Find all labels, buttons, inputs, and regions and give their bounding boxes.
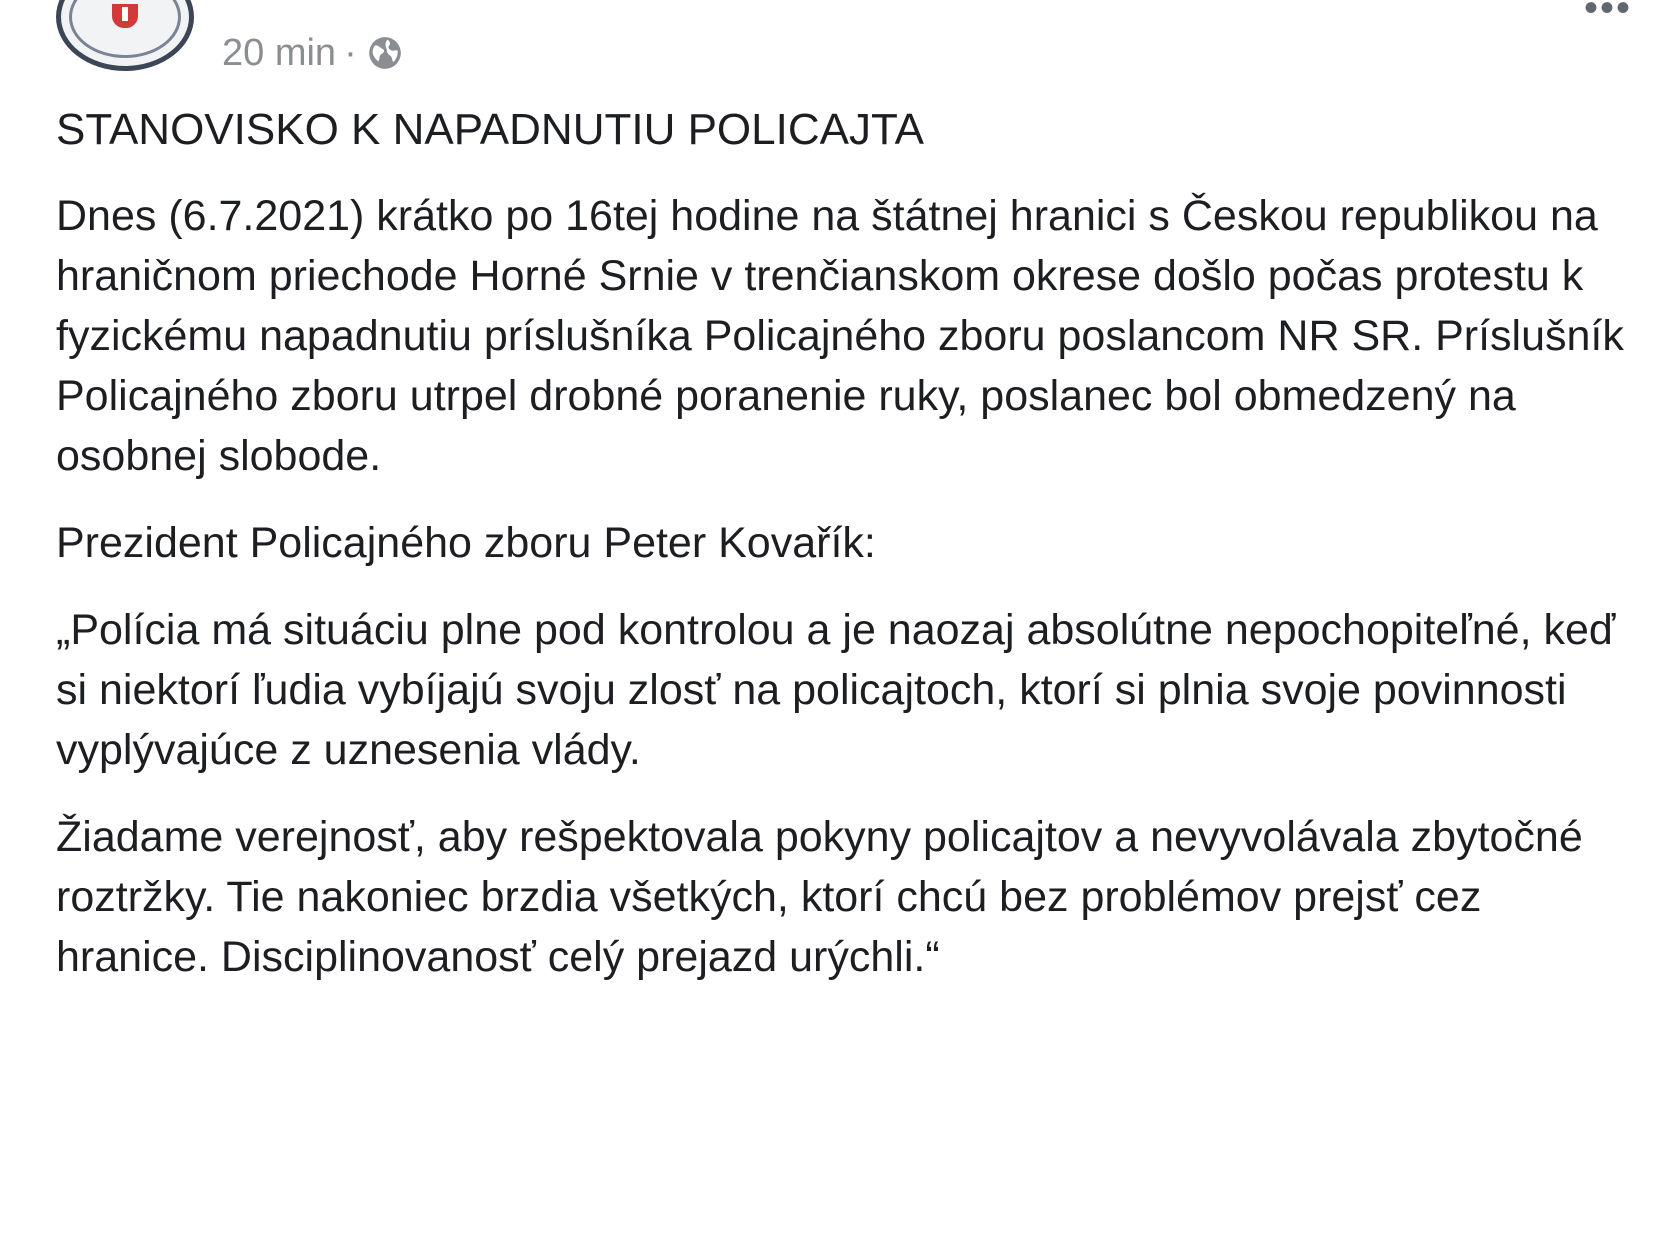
meta-separator: · — [344, 31, 357, 74]
post-paragraph-quote-2: Žiadame verejnosť, aby rešpektovala pokyny policajtov a nevyvolávala zbytočné roztržky. Tie nakoniec brzdia všetkých, ktorí chcú bez problémov prejsť cez hranice. Disciplinovanosť celý prejazd urýchli.“ — [56, 813, 1583, 981]
page-avatar[interactable] — [56, 0, 194, 71]
globe-icon[interactable] — [365, 33, 405, 73]
post-paragraph-speaker: Prezident Policajného zboru Peter Kovařík: — [56, 519, 876, 567]
more-options-icon[interactable]: ••• — [1583, 0, 1632, 30]
post-header — [56, 0, 405, 72]
post-meta — [222, 32, 405, 75]
post-title: STANOVISKO K NAPADNUTIU POLICAJTA — [56, 105, 924, 154]
post-body — [56, 100, 1636, 1014]
police-emblem-icon — [112, 4, 138, 28]
post-timestamp[interactable]: 20 min — [222, 31, 337, 74]
post-paragraph-incident: Dnes (6.7.2021) krátko po 16tej hodine na štátnej hranici s Českou republikou na hraničnom priechode Horné Srnie v trenčianskom okrese došlo počas protestu k fyzickému napadnutiu príslušníka Policajného zboru poslancom NR SR. Príslušník Policajného zboru utrpel drobné poranenie ruky, poslanec bol obmedzený na osobnej slobode. — [56, 192, 1624, 480]
post-paragraph-quote-1: „Polícia má situáciu plne pod kontrolou a je naozaj absolútne nepochopiteľné, keď si niektorí ľudia vybíjajú svoju zlosť na policajtoch, ktorí si plnia svoje povinnosti vyplývajúce z uznesenia vlády. — [56, 606, 1616, 774]
